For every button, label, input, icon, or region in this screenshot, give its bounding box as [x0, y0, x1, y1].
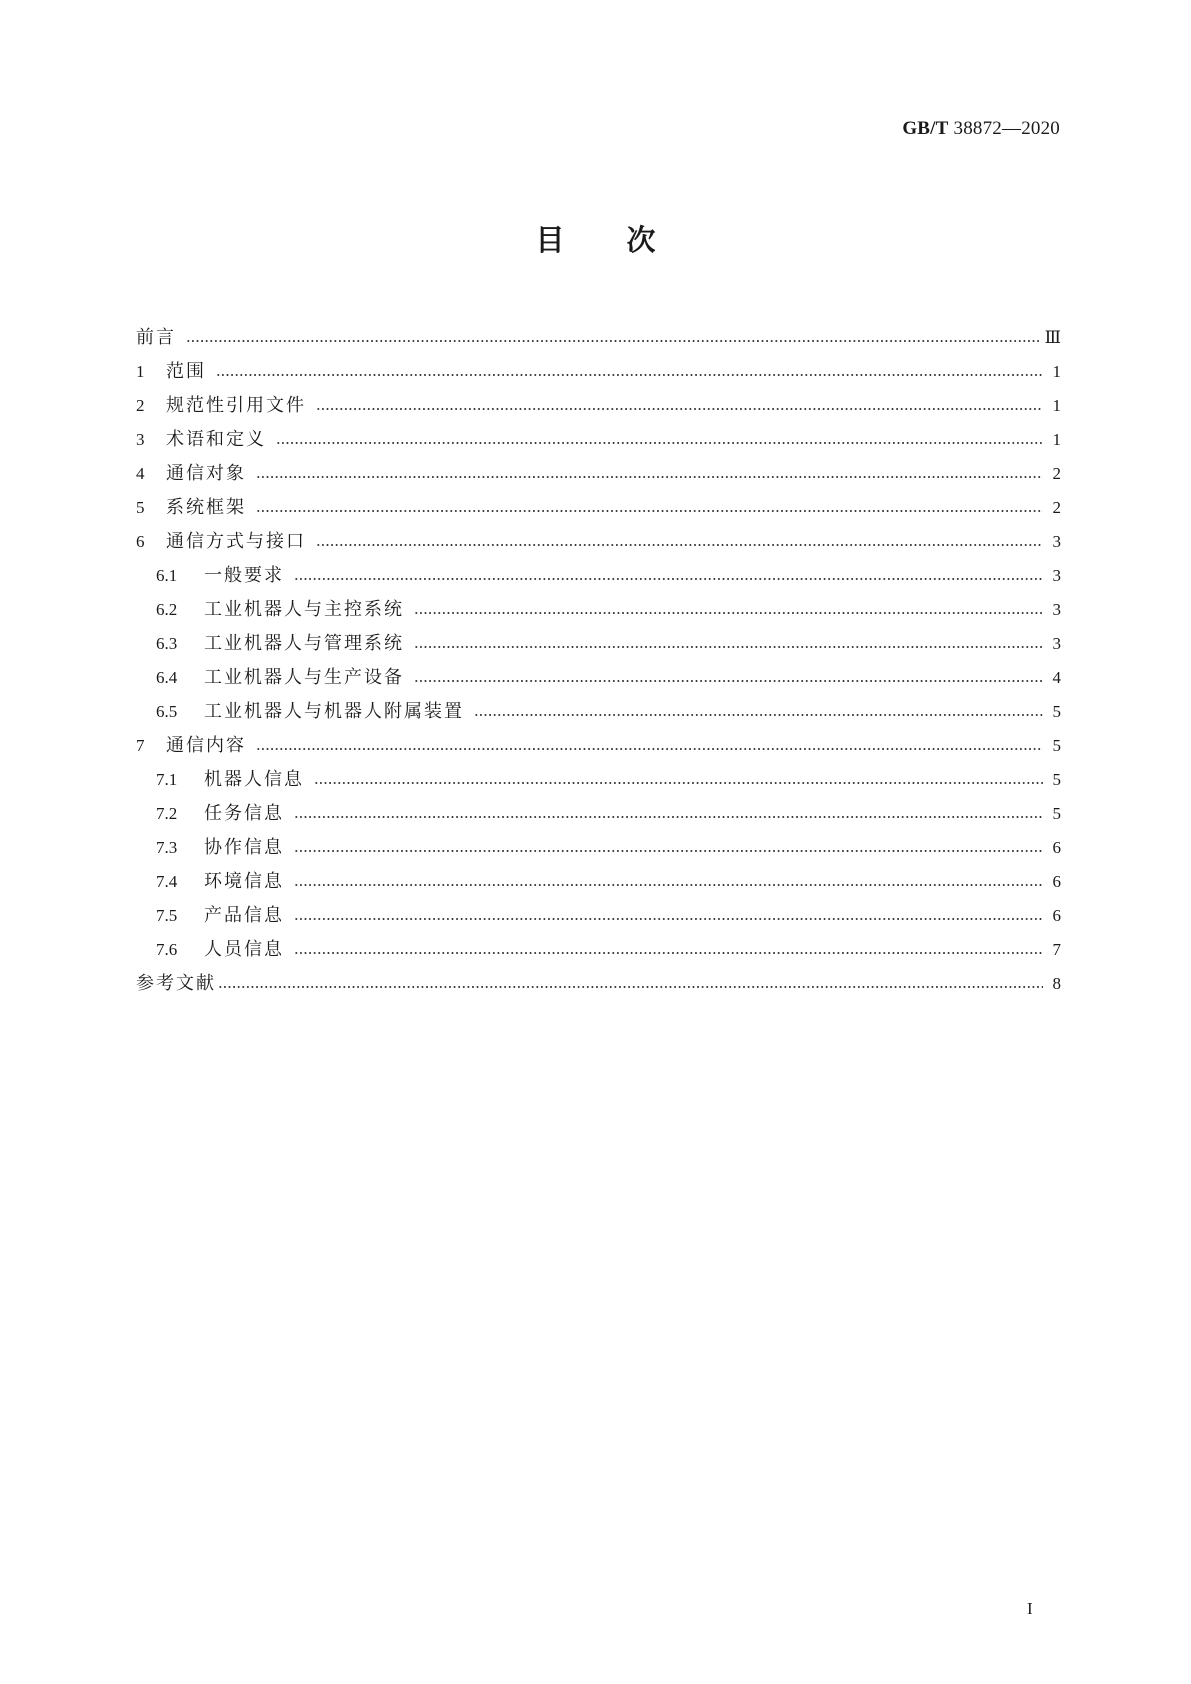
toc-entry-7-3[interactable]	[156, 835, 1061, 861]
toc-entry-label: 一般要求	[204, 565, 284, 586]
dot-leader	[294, 843, 1043, 853]
toc-entry-page: 8	[1052, 974, 1061, 993]
toc-entry-number: 2	[136, 396, 145, 415]
toc-entry-label: 工业机器人与生产设备	[204, 667, 404, 688]
dot-leader	[414, 639, 1043, 649]
toc-entry-number: 7.3	[156, 838, 178, 857]
toc-entry-page: 7	[1052, 940, 1061, 959]
toc-entry-label: 通信内容	[166, 735, 246, 756]
toc-entry-6-3[interactable]	[156, 631, 1061, 657]
toc-entry-6-1[interactable]	[156, 563, 1061, 589]
dot-leader	[314, 775, 1043, 785]
toc-entry-label: 系统框架	[166, 497, 246, 518]
standard-prefix: GB/T	[902, 118, 949, 139]
toc-entry-number: 6	[136, 532, 145, 551]
toc-entry-label: 工业机器人与管理系统	[204, 633, 404, 654]
toc-entry-4[interactable]	[136, 461, 1061, 487]
toc-entry-label: 产品信息	[204, 905, 284, 926]
toc-entry-page: Ⅲ	[1044, 328, 1061, 347]
toc-entry-5[interactable]	[136, 495, 1061, 521]
toc-entry-page: 5	[1052, 736, 1061, 755]
toc-entry-number: 3	[136, 430, 145, 449]
toc-entry-page: 6	[1052, 838, 1061, 857]
dot-leader	[216, 367, 1043, 377]
dot-leader	[316, 401, 1043, 411]
toc-entry-foreword[interactable]	[136, 325, 1061, 351]
toc-entry-label: 协作信息	[204, 837, 284, 858]
dot-leader	[294, 809, 1043, 819]
toc-entry-number: 7	[136, 736, 145, 755]
toc-entry-7-1[interactable]	[156, 767, 1061, 793]
toc-entry-page: 4	[1052, 668, 1061, 687]
toc-entry-number: 6.5	[156, 702, 178, 721]
page-title: 目次	[535, 223, 718, 257]
toc-entry-label: 机器人信息	[204, 769, 304, 790]
dot-leader	[294, 911, 1043, 921]
toc-entry-label: 通信方式与接口	[166, 531, 306, 552]
standard-code	[902, 118, 1060, 140]
dot-leader	[474, 707, 1043, 717]
dot-leader	[294, 571, 1043, 581]
toc-entry-7-4[interactable]	[156, 869, 1061, 895]
page-number: I	[1027, 1599, 1033, 1618]
toc-entry-label: 前言	[136, 327, 176, 348]
toc-entry-number: 7.4	[156, 872, 178, 891]
toc-entry-label: 范围	[166, 361, 206, 382]
dot-leader	[186, 333, 1039, 343]
toc-entry-7[interactable]	[136, 733, 1061, 759]
dot-leader	[218, 979, 1043, 989]
toc-entry-number: 4	[136, 464, 145, 483]
dot-leader	[414, 673, 1043, 683]
dot-leader	[414, 605, 1043, 615]
toc-entry-number: 6.4	[156, 668, 178, 687]
toc-entry-6-4[interactable]	[156, 665, 1061, 691]
dot-leader	[256, 741, 1043, 751]
toc-entry-page: 3	[1052, 634, 1061, 653]
dot-leader	[294, 945, 1043, 955]
toc-entry-1[interactable]	[136, 359, 1061, 385]
toc-entry-label: 术语和定义	[166, 429, 266, 450]
toc-entry-2[interactable]	[136, 393, 1061, 419]
toc-entry-page: 5	[1052, 770, 1061, 789]
toc-entry-number: 1	[136, 362, 145, 381]
toc-entry-3[interactable]	[136, 427, 1061, 453]
toc-entry-page: 3	[1052, 600, 1061, 619]
toc-entry-label: 工业机器人与机器人附属装置	[204, 701, 464, 722]
toc-entry-number: 5	[136, 498, 145, 517]
toc-entry-6[interactable]	[136, 529, 1061, 555]
toc-entry-page: 3	[1052, 566, 1061, 585]
toc-entry-7-6[interactable]	[156, 937, 1061, 963]
toc-entry-7-2[interactable]	[156, 801, 1061, 827]
toc-entry-number: 7.5	[156, 906, 178, 925]
toc-entry-6-2[interactable]	[156, 597, 1061, 623]
toc-entry-number: 7.2	[156, 804, 178, 823]
toc-entry-6-5[interactable]	[156, 699, 1061, 725]
toc-entry-label: 参考文献	[136, 973, 216, 994]
toc-entry-label: 通信对象	[166, 463, 246, 484]
toc-entry-page: 1	[1052, 396, 1061, 415]
toc-entry-label: 环境信息	[204, 871, 284, 892]
toc-entry-label: 人员信息	[204, 939, 284, 960]
toc-entry-page: 5	[1052, 702, 1061, 721]
toc-entry-page: 2	[1052, 498, 1061, 517]
dot-leader	[316, 537, 1043, 547]
toc-entry-page: 3	[1052, 532, 1061, 551]
toc-entry-page: 1	[1052, 362, 1061, 381]
toc-entry-label: 工业机器人与主控系统	[204, 599, 404, 620]
toc-entry-number: 6.3	[156, 634, 178, 653]
toc-entry-page: 1	[1052, 430, 1061, 449]
dot-leader	[256, 469, 1043, 479]
toc-entry-references[interactable]	[136, 971, 1061, 997]
toc-entry-label: 任务信息	[204, 803, 284, 824]
standard-number: 38872—2020	[953, 118, 1060, 139]
dot-leader	[294, 877, 1043, 887]
toc-entry-page: 2	[1052, 464, 1061, 483]
toc-entry-number: 6.1	[156, 566, 178, 585]
toc-entry-7-5[interactable]	[156, 903, 1061, 929]
toc-entry-page: 6	[1052, 906, 1061, 925]
dot-leader	[276, 435, 1043, 445]
dot-leader	[256, 503, 1043, 513]
toc-entry-number: 7.6	[156, 940, 178, 959]
toc-entry-number: 6.2	[156, 600, 178, 619]
toc-entry-page: 5	[1052, 804, 1061, 823]
toc-entry-number: 7.1	[156, 770, 178, 789]
toc-entry-label: 规范性引用文件	[166, 395, 306, 416]
toc-entry-page: 6	[1052, 872, 1061, 891]
